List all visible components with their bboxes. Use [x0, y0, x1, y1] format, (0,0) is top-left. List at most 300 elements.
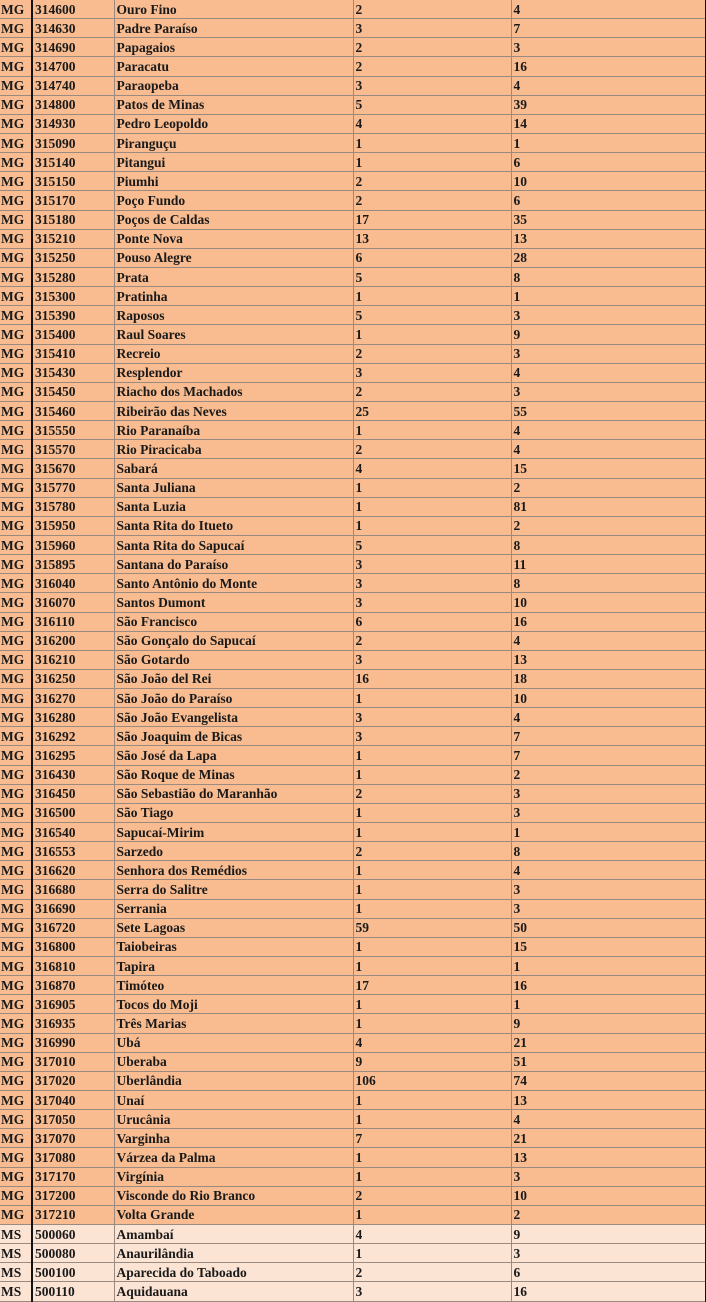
cell-state[interactable]: MG: [0, 1110, 32, 1129]
cell-municipality-code[interactable]: 316295: [32, 746, 114, 765]
cell-municipality-code[interactable]: 316210: [32, 650, 114, 669]
cell-value-2[interactable]: 4: [511, 76, 706, 95]
cell-value-2[interactable]: 8: [511, 842, 706, 861]
cell-municipality-name[interactable]: Prata: [114, 267, 353, 286]
cell-municipality-code[interactable]: 316620: [32, 861, 114, 880]
cell-municipality-code[interactable]: 315140: [32, 153, 114, 172]
cell-municipality-code[interactable]: 317170: [32, 1167, 114, 1186]
cell-state[interactable]: MG: [0, 842, 32, 861]
cell-municipality-name[interactable]: São Tiago: [114, 803, 353, 822]
cell-value-2[interactable]: 16: [511, 1282, 706, 1301]
cell-municipality-name[interactable]: Riacho dos Machados: [114, 382, 353, 401]
cell-value-2[interactable]: 18: [511, 669, 706, 688]
cell-state[interactable]: MG: [0, 459, 32, 478]
cell-value-1[interactable]: 2: [353, 0, 511, 19]
cell-municipality-name[interactable]: Patos de Minas: [114, 95, 353, 114]
cell-municipality-code[interactable]: 316800: [32, 937, 114, 956]
cell-state[interactable]: MG: [0, 727, 32, 746]
cell-state[interactable]: MG: [0, 1091, 32, 1110]
cell-value-1[interactable]: 4: [353, 1225, 511, 1244]
cell-municipality-code[interactable]: 316810: [32, 957, 114, 976]
cell-state[interactable]: MG: [0, 1014, 32, 1033]
cell-value-2[interactable]: 13: [511, 229, 706, 248]
cell-state[interactable]: MG: [0, 555, 32, 574]
cell-municipality-code[interactable]: 316110: [32, 612, 114, 631]
cell-value-1[interactable]: 3: [353, 650, 511, 669]
cell-value-1[interactable]: 13: [353, 229, 511, 248]
cell-municipality-name[interactable]: Santa Rita do Sapucaí: [114, 535, 353, 554]
cell-municipality-code[interactable]: 316680: [32, 880, 114, 899]
cell-value-2[interactable]: 11: [511, 555, 706, 574]
cell-state[interactable]: MS: [0, 1263, 32, 1282]
cell-value-2[interactable]: 9: [511, 325, 706, 344]
cell-municipality-code[interactable]: 316250: [32, 669, 114, 688]
cell-value-1[interactable]: 1: [353, 1091, 511, 1110]
cell-value-1[interactable]: 5: [353, 95, 511, 114]
cell-municipality-name[interactable]: Senhora dos Remédios: [114, 861, 353, 880]
cell-state[interactable]: MG: [0, 0, 32, 19]
cell-value-2[interactable]: 2: [511, 765, 706, 784]
cell-value-2[interactable]: 10: [511, 593, 706, 612]
cell-municipality-code[interactable]: 315410: [32, 344, 114, 363]
cell-state[interactable]: MG: [0, 382, 32, 401]
cell-municipality-name[interactable]: Anaurilândia: [114, 1244, 353, 1263]
cell-value-2[interactable]: 2: [511, 1205, 706, 1224]
cell-state[interactable]: MG: [0, 191, 32, 210]
cell-municipality-code[interactable]: 317040: [32, 1091, 114, 1110]
cell-state[interactable]: MG: [0, 784, 32, 803]
cell-value-1[interactable]: 3: [353, 727, 511, 746]
cell-municipality-name[interactable]: São João del Rei: [114, 669, 353, 688]
cell-value-2[interactable]: 3: [511, 899, 706, 918]
cell-state[interactable]: MG: [0, 114, 32, 133]
cell-state[interactable]: MG: [0, 937, 32, 956]
cell-municipality-code[interactable]: 314630: [32, 19, 114, 38]
cell-value-2[interactable]: 4: [511, 861, 706, 880]
cell-state[interactable]: MG: [0, 1071, 32, 1090]
cell-value-1[interactable]: 1: [353, 497, 511, 516]
cell-municipality-code[interactable]: 315170: [32, 191, 114, 210]
cell-municipality-code[interactable]: 316905: [32, 995, 114, 1014]
cell-state[interactable]: MG: [0, 861, 32, 880]
cell-value-1[interactable]: 2: [353, 382, 511, 401]
cell-value-1[interactable]: 1: [353, 823, 511, 842]
cell-value-2[interactable]: 4: [511, 708, 706, 727]
cell-municipality-name[interactable]: Santana do Paraíso: [114, 555, 353, 574]
cell-municipality-name[interactable]: Tapira: [114, 957, 353, 976]
cell-municipality-name[interactable]: Ouro Fino: [114, 0, 353, 19]
cell-municipality-name[interactable]: Três Marias: [114, 1014, 353, 1033]
cell-value-2[interactable]: 7: [511, 746, 706, 765]
cell-value-2[interactable]: 1: [511, 957, 706, 976]
cell-value-1[interactable]: 2: [353, 631, 511, 650]
cell-value-2[interactable]: 81: [511, 497, 706, 516]
cell-municipality-code[interactable]: 315770: [32, 478, 114, 497]
cell-municipality-name[interactable]: Santa Rita do Itueto: [114, 516, 353, 535]
cell-municipality-code[interactable]: 317010: [32, 1052, 114, 1071]
cell-state[interactable]: MG: [0, 976, 32, 995]
cell-municipality-code[interactable]: 316935: [32, 1014, 114, 1033]
cell-municipality-name[interactable]: Ponte Nova: [114, 229, 353, 248]
cell-value-1[interactable]: 17: [353, 210, 511, 229]
cell-value-2[interactable]: 4: [511, 363, 706, 382]
cell-value-1[interactable]: 1: [353, 803, 511, 822]
cell-value-1[interactable]: 3: [353, 1282, 511, 1301]
cell-value-1[interactable]: 1: [353, 880, 511, 899]
cell-value-2[interactable]: 16: [511, 57, 706, 76]
cell-municipality-code[interactable]: 315960: [32, 535, 114, 554]
cell-municipality-name[interactable]: Uberaba: [114, 1052, 353, 1071]
cell-state[interactable]: MG: [0, 995, 32, 1014]
cell-value-1[interactable]: 16: [353, 669, 511, 688]
cell-municipality-name[interactable]: São José da Lapa: [114, 746, 353, 765]
cell-state[interactable]: MG: [0, 1129, 32, 1148]
cell-municipality-code[interactable]: 317080: [32, 1148, 114, 1167]
cell-value-2[interactable]: 16: [511, 612, 706, 631]
cell-municipality-code[interactable]: 316070: [32, 593, 114, 612]
cell-municipality-code[interactable]: 315400: [32, 325, 114, 344]
cell-value-2[interactable]: 6: [511, 191, 706, 210]
cell-municipality-code[interactable]: 315300: [32, 287, 114, 306]
cell-municipality-code[interactable]: 316540: [32, 823, 114, 842]
cell-value-2[interactable]: 9: [511, 1014, 706, 1033]
cell-municipality-code[interactable]: 316040: [32, 574, 114, 593]
cell-value-2[interactable]: 4: [511, 0, 706, 19]
cell-municipality-name[interactable]: Pedro Leopoldo: [114, 114, 353, 133]
cell-municipality-name[interactable]: Rio Piracicaba: [114, 440, 353, 459]
cell-value-2[interactable]: 3: [511, 784, 706, 803]
cell-value-2[interactable]: 3: [511, 38, 706, 57]
cell-value-1[interactable]: 1: [353, 1014, 511, 1033]
cell-municipality-code[interactable]: 315950: [32, 516, 114, 535]
cell-municipality-code[interactable]: 316720: [32, 918, 114, 937]
cell-state[interactable]: MG: [0, 133, 32, 152]
cell-value-2[interactable]: 3: [511, 306, 706, 325]
cell-municipality-code[interactable]: 316200: [32, 631, 114, 650]
cell-value-1[interactable]: 6: [353, 248, 511, 267]
cell-value-1[interactable]: 1: [353, 1148, 511, 1167]
cell-municipality-name[interactable]: Ribeirão das Neves: [114, 401, 353, 420]
cell-municipality-name[interactable]: Urucânia: [114, 1110, 353, 1129]
cell-municipality-name[interactable]: Recreio: [114, 344, 353, 363]
cell-state[interactable]: MG: [0, 918, 32, 937]
cell-value-1[interactable]: 1: [353, 1167, 511, 1186]
cell-municipality-name[interactable]: Pitangui: [114, 153, 353, 172]
cell-value-2[interactable]: 1: [511, 995, 706, 1014]
cell-municipality-name[interactable]: Virgínia: [114, 1167, 353, 1186]
cell-municipality-name[interactable]: São João Evangelista: [114, 708, 353, 727]
cell-value-2[interactable]: 3: [511, 1244, 706, 1263]
cell-value-1[interactable]: 1: [353, 421, 511, 440]
cell-state[interactable]: MG: [0, 267, 32, 286]
cell-value-1[interactable]: 2: [353, 842, 511, 861]
cell-municipality-code[interactable]: 316553: [32, 842, 114, 861]
cell-municipality-name[interactable]: Paracatu: [114, 57, 353, 76]
cell-value-2[interactable]: 9: [511, 1225, 706, 1244]
cell-municipality-code[interactable]: 315280: [32, 267, 114, 286]
cell-value-1[interactable]: 3: [353, 574, 511, 593]
cell-municipality-code[interactable]: 316280: [32, 708, 114, 727]
cell-value-1[interactable]: 1: [353, 478, 511, 497]
cell-value-2[interactable]: 13: [511, 1148, 706, 1167]
cell-municipality-code[interactable]: 316270: [32, 689, 114, 708]
cell-value-1[interactable]: 1: [353, 133, 511, 152]
cell-state[interactable]: MG: [0, 1033, 32, 1052]
cell-value-1[interactable]: 1: [353, 1244, 511, 1263]
cell-value-2[interactable]: 3: [511, 803, 706, 822]
cell-municipality-name[interactable]: Pratinha: [114, 287, 353, 306]
cell-state[interactable]: MG: [0, 823, 32, 842]
cell-value-1[interactable]: 9: [353, 1052, 511, 1071]
cell-state[interactable]: MG: [0, 593, 32, 612]
cell-state[interactable]: MG: [0, 153, 32, 172]
cell-state[interactable]: MG: [0, 440, 32, 459]
cell-municipality-name[interactable]: Sete Lagoas: [114, 918, 353, 937]
cell-state[interactable]: MG: [0, 899, 32, 918]
cell-value-2[interactable]: 16: [511, 976, 706, 995]
cell-municipality-name[interactable]: Sabará: [114, 459, 353, 478]
cell-state[interactable]: MG: [0, 1186, 32, 1205]
cell-state[interactable]: MG: [0, 19, 32, 38]
cell-municipality-name[interactable]: Varginha: [114, 1129, 353, 1148]
cell-municipality-code[interactable]: 317050: [32, 1110, 114, 1129]
cell-municipality-name[interactable]: Aparecida do Taboado: [114, 1263, 353, 1282]
cell-state[interactable]: MG: [0, 1205, 32, 1224]
cell-municipality-code[interactable]: 316990: [32, 1033, 114, 1052]
cell-municipality-code[interactable]: 315780: [32, 497, 114, 516]
cell-municipality-code[interactable]: 316500: [32, 803, 114, 822]
cell-state[interactable]: MG: [0, 210, 32, 229]
cell-municipality-code[interactable]: 315210: [32, 229, 114, 248]
cell-municipality-name[interactable]: Ubá: [114, 1033, 353, 1052]
cell-municipality-code[interactable]: 500110: [32, 1282, 114, 1301]
cell-state[interactable]: MG: [0, 650, 32, 669]
cell-municipality-name[interactable]: Poços de Caldas: [114, 210, 353, 229]
cell-value-1[interactable]: 2: [353, 440, 511, 459]
cell-state[interactable]: MS: [0, 1225, 32, 1244]
cell-state[interactable]: MG: [0, 689, 32, 708]
cell-value-1[interactable]: 1: [353, 899, 511, 918]
cell-value-1[interactable]: 25: [353, 401, 511, 420]
cell-value-2[interactable]: 8: [511, 267, 706, 286]
cell-municipality-name[interactable]: Volta Grande: [114, 1205, 353, 1224]
cell-municipality-name[interactable]: Sarzedo: [114, 842, 353, 861]
cell-state[interactable]: MG: [0, 478, 32, 497]
cell-value-1[interactable]: 1: [353, 957, 511, 976]
cell-state[interactable]: MG: [0, 363, 32, 382]
cell-value-2[interactable]: 10: [511, 689, 706, 708]
cell-value-2[interactable]: 2: [511, 478, 706, 497]
cell-municipality-code[interactable]: 317210: [32, 1205, 114, 1224]
cell-municipality-name[interactable]: Papagaios: [114, 38, 353, 57]
cell-state[interactable]: MS: [0, 1244, 32, 1263]
cell-value-1[interactable]: 3: [353, 708, 511, 727]
cell-municipality-code[interactable]: 315150: [32, 172, 114, 191]
cell-municipality-name[interactable]: Santa Luzia: [114, 497, 353, 516]
cell-value-2[interactable]: 1: [511, 133, 706, 152]
cell-municipality-name[interactable]: Padre Paraíso: [114, 19, 353, 38]
cell-value-1[interactable]: 3: [353, 555, 511, 574]
cell-value-1[interactable]: 5: [353, 267, 511, 286]
cell-municipality-code[interactable]: 315670: [32, 459, 114, 478]
cell-value-1[interactable]: 4: [353, 459, 511, 478]
cell-municipality-name[interactable]: Raul Soares: [114, 325, 353, 344]
cell-value-1[interactable]: 2: [353, 1186, 511, 1205]
cell-municipality-name[interactable]: Visconde do Rio Branco: [114, 1186, 353, 1205]
cell-value-2[interactable]: 4: [511, 631, 706, 650]
cell-value-2[interactable]: 10: [511, 1186, 706, 1205]
cell-municipality-name[interactable]: Rio Paranaíba: [114, 421, 353, 440]
cell-value-1[interactable]: 3: [353, 363, 511, 382]
cell-state[interactable]: MG: [0, 1167, 32, 1186]
cell-value-2[interactable]: 1: [511, 287, 706, 306]
cell-value-2[interactable]: 6: [511, 153, 706, 172]
cell-municipality-name[interactable]: São João do Paraíso: [114, 689, 353, 708]
cell-municipality-name[interactable]: Taiobeiras: [114, 937, 353, 956]
cell-municipality-code[interactable]: 315430: [32, 363, 114, 382]
cell-value-1[interactable]: 3: [353, 76, 511, 95]
cell-municipality-code[interactable]: 317020: [32, 1071, 114, 1090]
cell-value-2[interactable]: 13: [511, 1091, 706, 1110]
cell-state[interactable]: MG: [0, 95, 32, 114]
cell-municipality-name[interactable]: Unaí: [114, 1091, 353, 1110]
cell-municipality-name[interactable]: São Gonçalo do Sapucaí: [114, 631, 353, 650]
cell-value-1[interactable]: 1: [353, 287, 511, 306]
cell-municipality-name[interactable]: Santa Juliana: [114, 478, 353, 497]
cell-state[interactable]: MG: [0, 497, 32, 516]
cell-value-2[interactable]: 13: [511, 650, 706, 669]
cell-state[interactable]: MG: [0, 421, 32, 440]
cell-municipality-name[interactable]: Uberlândia: [114, 1071, 353, 1090]
cell-value-2[interactable]: 21: [511, 1033, 706, 1052]
cell-state[interactable]: MG: [0, 574, 32, 593]
cell-value-1[interactable]: 1: [353, 1110, 511, 1129]
cell-value-1[interactable]: 2: [353, 57, 511, 76]
cell-state[interactable]: MG: [0, 516, 32, 535]
cell-municipality-code[interactable]: 316690: [32, 899, 114, 918]
cell-municipality-name[interactable]: Santos Dumont: [114, 593, 353, 612]
cell-municipality-name[interactable]: São Francisco: [114, 612, 353, 631]
cell-state[interactable]: MG: [0, 803, 32, 822]
cell-state[interactable]: MG: [0, 248, 32, 267]
cell-value-2[interactable]: 4: [511, 1110, 706, 1129]
cell-municipality-code[interactable]: 500060: [32, 1225, 114, 1244]
cell-value-1[interactable]: 5: [353, 306, 511, 325]
cell-value-2[interactable]: 51: [511, 1052, 706, 1071]
cell-municipality-code[interactable]: 315550: [32, 421, 114, 440]
cell-municipality-name[interactable]: Sapucaí-Mirim: [114, 823, 353, 842]
cell-state[interactable]: MG: [0, 708, 32, 727]
cell-municipality-code[interactable]: 314800: [32, 95, 114, 114]
cell-municipality-code[interactable]: 314600: [32, 0, 114, 19]
cell-municipality-code[interactable]: 316870: [32, 976, 114, 995]
cell-municipality-name[interactable]: Pouso Alegre: [114, 248, 353, 267]
cell-value-1[interactable]: 2: [353, 172, 511, 191]
cell-value-2[interactable]: 21: [511, 1129, 706, 1148]
cell-municipality-code[interactable]: 314690: [32, 38, 114, 57]
cell-value-2[interactable]: 7: [511, 727, 706, 746]
cell-value-1[interactable]: 2: [353, 784, 511, 803]
cell-municipality-code[interactable]: 315570: [32, 440, 114, 459]
cell-state[interactable]: MG: [0, 1148, 32, 1167]
cell-municipality-name[interactable]: Resplendor: [114, 363, 353, 382]
cell-municipality-code[interactable]: 315090: [32, 133, 114, 152]
cell-state[interactable]: MG: [0, 306, 32, 325]
cell-value-2[interactable]: 28: [511, 248, 706, 267]
cell-value-1[interactable]: 59: [353, 918, 511, 937]
cell-municipality-name[interactable]: Poço Fundo: [114, 191, 353, 210]
cell-value-2[interactable]: 7: [511, 19, 706, 38]
cell-municipality-name[interactable]: Piranguçu: [114, 133, 353, 152]
cell-municipality-code[interactable]: 315390: [32, 306, 114, 325]
cell-state[interactable]: MG: [0, 325, 32, 344]
cell-state[interactable]: MG: [0, 401, 32, 420]
cell-municipality-code[interactable]: 317200: [32, 1186, 114, 1205]
cell-municipality-code[interactable]: 315250: [32, 248, 114, 267]
cell-value-2[interactable]: 3: [511, 344, 706, 363]
cell-municipality-name[interactable]: Serrania: [114, 899, 353, 918]
cell-municipality-name[interactable]: Timóteo: [114, 976, 353, 995]
cell-value-2[interactable]: 4: [511, 440, 706, 459]
cell-municipality-name[interactable]: São Gotardo: [114, 650, 353, 669]
cell-value-1[interactable]: 1: [353, 689, 511, 708]
cell-value-2[interactable]: 55: [511, 401, 706, 420]
cell-municipality-code[interactable]: 315895: [32, 555, 114, 574]
cell-state[interactable]: MG: [0, 287, 32, 306]
cell-value-2[interactable]: 15: [511, 459, 706, 478]
cell-state[interactable]: MS: [0, 1282, 32, 1301]
cell-value-1[interactable]: 1: [353, 153, 511, 172]
cell-value-1[interactable]: 4: [353, 1033, 511, 1052]
cell-value-2[interactable]: 74: [511, 1071, 706, 1090]
cell-state[interactable]: MG: [0, 76, 32, 95]
cell-value-1[interactable]: 4: [353, 114, 511, 133]
cell-value-2[interactable]: 8: [511, 574, 706, 593]
cell-state[interactable]: MG: [0, 746, 32, 765]
cell-value-1[interactable]: 1: [353, 995, 511, 1014]
cell-municipality-code[interactable]: 314930: [32, 114, 114, 133]
cell-state[interactable]: MG: [0, 535, 32, 554]
cell-state[interactable]: MG: [0, 765, 32, 784]
cell-municipality-code[interactable]: 314700: [32, 57, 114, 76]
cell-value-2[interactable]: 39: [511, 95, 706, 114]
cell-municipality-code[interactable]: 500080: [32, 1244, 114, 1263]
cell-value-2[interactable]: 3: [511, 880, 706, 899]
cell-value-1[interactable]: 17: [353, 976, 511, 995]
cell-value-2[interactable]: 14: [511, 114, 706, 133]
cell-value-1[interactable]: 1: [353, 325, 511, 344]
cell-value-2[interactable]: 15: [511, 937, 706, 956]
cell-value-1[interactable]: 3: [353, 593, 511, 612]
cell-municipality-code[interactable]: 315450: [32, 382, 114, 401]
cell-municipality-name[interactable]: Paraopeba: [114, 76, 353, 95]
cell-value-2[interactable]: 35: [511, 210, 706, 229]
cell-value-2[interactable]: 1: [511, 823, 706, 842]
cell-municipality-code[interactable]: 317070: [32, 1129, 114, 1148]
cell-municipality-name[interactable]: São Sebastião do Maranhão: [114, 784, 353, 803]
cell-state[interactable]: MG: [0, 957, 32, 976]
cell-value-1[interactable]: 2: [353, 38, 511, 57]
cell-state[interactable]: MG: [0, 669, 32, 688]
cell-municipality-name[interactable]: Piumhi: [114, 172, 353, 191]
cell-value-2[interactable]: 50: [511, 918, 706, 937]
cell-value-1[interactable]: 2: [353, 191, 511, 210]
cell-value-1[interactable]: 5: [353, 535, 511, 554]
cell-municipality-name[interactable]: Santo Antônio do Monte: [114, 574, 353, 593]
cell-value-1[interactable]: 1: [353, 861, 511, 880]
cell-value-2[interactable]: 2: [511, 516, 706, 535]
cell-value-1[interactable]: 1: [353, 746, 511, 765]
